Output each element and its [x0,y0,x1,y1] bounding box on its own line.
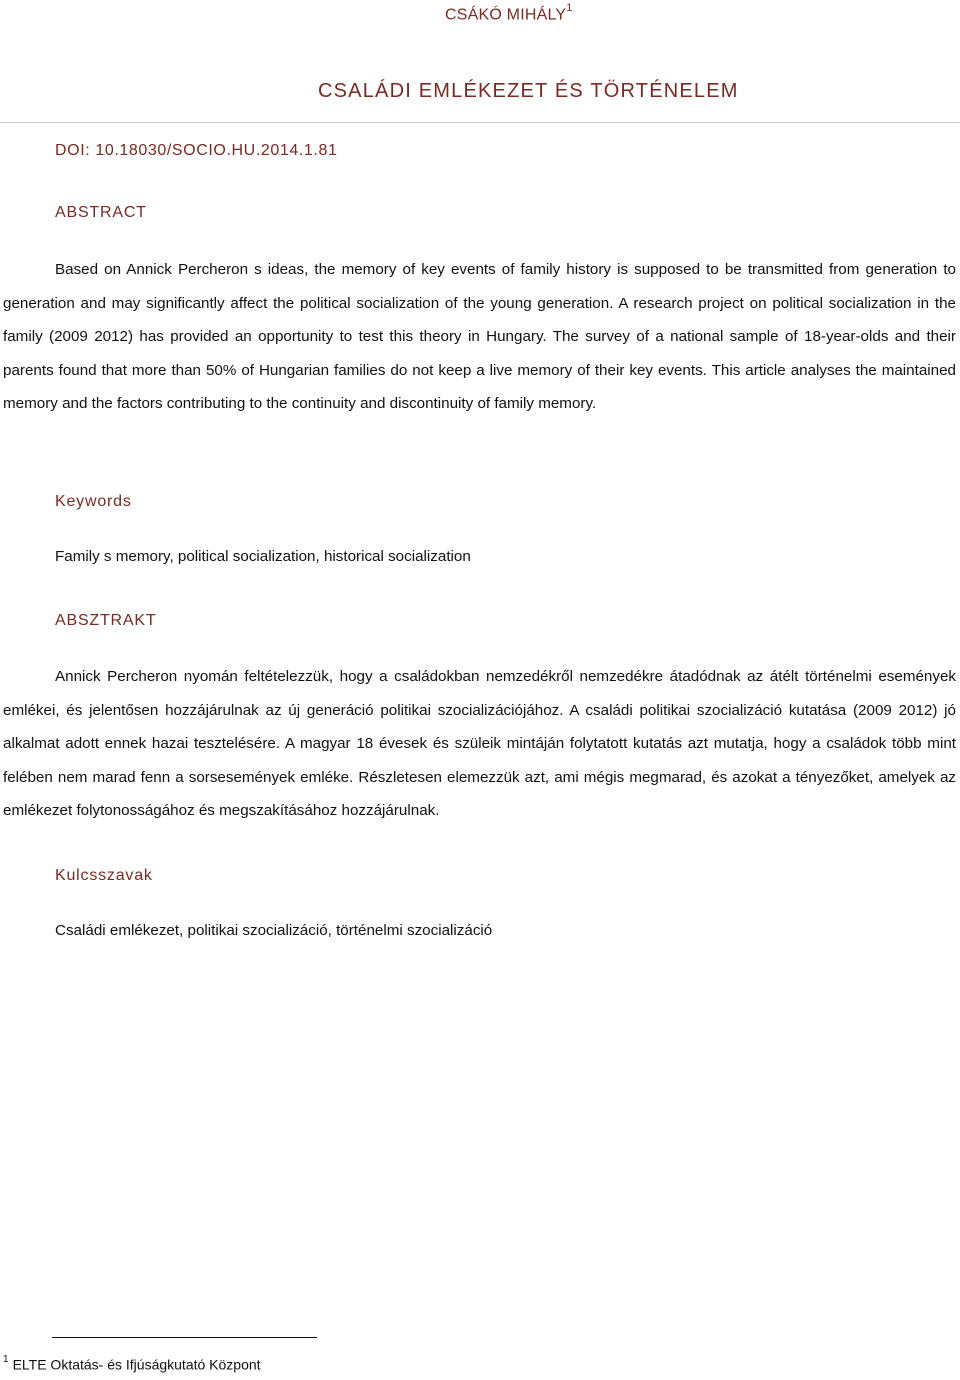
author-name [445,4,573,24]
keywords-heading: Keywords [55,493,132,510]
footnote-text: ELTE Oktatás- és Ifjúságkutató Központ [12,1356,261,1373]
doi-line: DOI: 10.18030/SOCIO.HU.2014.1.81 [55,142,338,159]
keywords-hu-heading: Kulcsszavak [55,867,153,884]
footnote [3,1356,261,1373]
footnote-divider [52,1337,317,1338]
article-title: CSALÁDI EMLÉKEZET ÉS TÖRTÉNELEM [318,80,739,102]
abstract-heading: ABSTRACT [55,204,147,221]
abstract-hu-text: Annick Percheron nyomán feltételezzük, hogy a családokban nemzedékről nemzedékre átadódnak az átélt történelmi események emlékei, és jelentősen hozzájárulnak az új generáció politikai szocializációjához. A családi politikai szocializáció kutatása (2009 2012) jó alkalmat adott ennek hazai tesztelésére. A magyar 18 évesek és szüleik mintáján folytatott kutatás azt mutatja, hogy a családok több mint felében nem marad fenn a sorsesemények emléke. Részletesen elemezzük azt, ami mégis megmarad, és azokat a tényezőket, amelyek az emlékezet folytonosságához és megszakításához hozzájárulnak. [3,668,956,820]
author-footnote-marker: 1 [566,2,573,14]
abstract-text: Based on Annick Percheron s ideas, the memory of key events of family history is supposed to be transmitted from generation to generation and may significantly affect the political socialization of the young generation. A research project on political socialization in the family (2009 2012) has provided an opportunity to test this theory in Hungary. The survey of a national sample of 18-year-olds and their parents found that more than 50% of Hungarian families do not keep a live memory of their key events. This article analyses the maintained memory and the factors contributing to the continuity and discontinuity of family memory. [3,261,956,413]
header-divider [0,122,960,123]
keywords-text: Family s memory, political socialization, historical socialization [55,548,471,565]
footnote-marker: 1 [3,1354,9,1365]
author-name-text: CSÁKÓ MIHÁLY [445,6,567,24]
keywords-hu-text: Családi emlékezet, politikai szocializáció, történelmi szocializáció [55,922,493,939]
abstract-hu-heading: ABSZTRAKT [55,612,157,629]
